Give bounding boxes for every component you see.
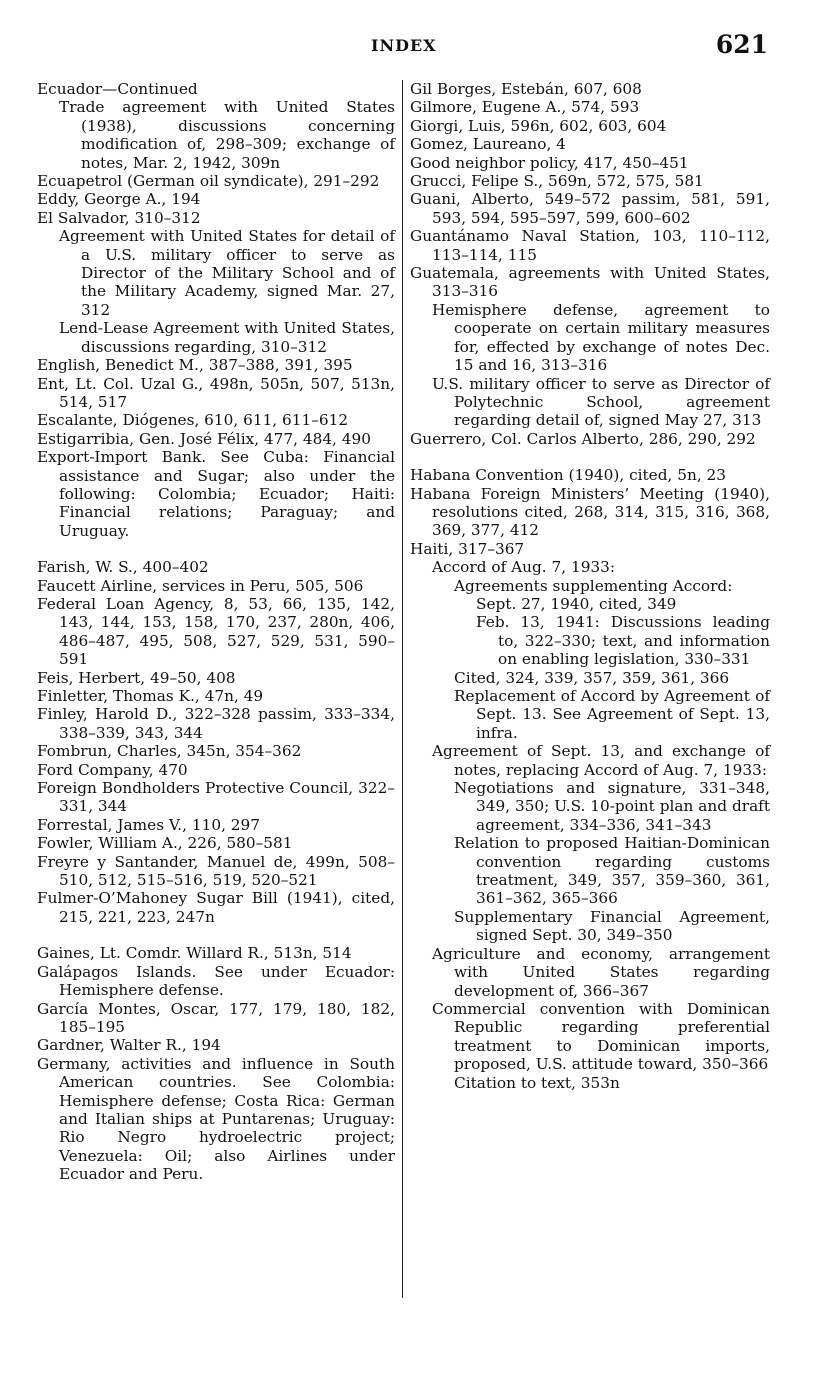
page-title: INDEX <box>371 36 437 55</box>
index-entry: Negotiations and signature, 331–348, 349, 350; U.S. 10-point plan and draft agreement, 334–336, 341–343 <box>454 779 770 834</box>
index-entry: Accord of Aug. 7, 1933: <box>432 558 616 577</box>
index-entry: Ecuapetrol (German oil syndicate), 291–292 <box>37 172 380 191</box>
index-entry: U.S. military officer to serve as Director of Polytechnic School, agreement regarding detail of, signed May 27, 313 <box>432 374 770 430</box>
index-entry: Lend-Lease Agreement with United States, discussions regarding, 310–312 <box>59 319 395 356</box>
index-entry: Hemisphere defense, agreement to cooperate on certain military measures for, effected by exchange of notes Dec. 15 and 16, 313–316 <box>432 300 770 375</box>
index-entry: Faucett Airline, services in Peru, 505, 506 <box>37 576 364 595</box>
index-entry: Gilmore, Eugene A., 574, 593 <box>410 98 640 117</box>
index-entry: Grucci, Felipe S., 569n, 572, 575, 581 <box>410 172 704 191</box>
index-entry: El Salvador, 310–312 <box>37 208 201 227</box>
index-entry: Guantánamo Naval Station, 103, 110–112, 113–114, 115 <box>410 227 770 264</box>
index-entry: Feb. 13, 1941: Discussions leading to, 322–330; text, and information on enabling legislation, 330–331 <box>476 613 770 669</box>
index-entry: Guerrero, Col. Carlos Alberto, 286, 290, 292 <box>410 429 756 448</box>
index-entry: Galápagos Islands. See under Ecuador: Hemisphere defense. <box>37 962 395 1000</box>
index-entry: Gil Borges, Estebán, 607, 608 <box>410 80 642 98</box>
index-entry: Fowler, William A., 226, 580–581 <box>37 834 293 853</box>
index-entry: Gomez, Laureano, 4 <box>410 135 566 154</box>
index-entry: Citation to text, 353n <box>454 1073 620 1092</box>
index-entry: Farish, W. S., 400–402 <box>37 558 209 577</box>
index-entry: Sept. 27, 1940, cited, 349 <box>476 594 677 613</box>
index-entry: Giorgi, Luis, 596n, 602, 603, 604 <box>410 116 667 135</box>
index-entry: Feis, Herbert, 49–50, 408 <box>37 668 236 687</box>
index-entry: Fombrun, Charles, 345n, 354–362 <box>37 742 302 761</box>
index-entry: Foreign Bondholders Protective Council, 322–331, 344 <box>37 779 395 816</box>
index-entry: Good neighbor policy, 417, 450–451 <box>410 153 689 172</box>
index-entry: Ecuador—Continued <box>37 80 198 98</box>
index-entry: Ent, Lt. Col. Uzal G., 498n, 505n, 507, 513n, 514, 517 <box>37 374 395 411</box>
index-entry: Cited, 324, 339, 357, 359, 361, 366 <box>454 668 730 687</box>
index-entry: Eddy, George A., 194 <box>37 190 201 209</box>
index-entry: Guani, Alberto, 549–572 passim, 581, 591, 593, 594, 595–597, 599, 600–602 <box>410 190 770 227</box>
index-entry: Habana Convention (1940), cited, 5n, 23 <box>410 466 727 485</box>
right-index-column <box>410 80 770 1092</box>
column-divider <box>402 80 403 1298</box>
index-entry: Replacement of Accord by Agreement of Sept. 13. See Agreement of Sept. 13, infra. <box>454 687 770 742</box>
index-entry: Escalante, Diógenes, 610, 611, 611–612 <box>37 411 349 430</box>
index-entry: Agreement with United States for detail of a U.S. military officer to serve as Director of the Military School and of the Military Academy, signed Mar. 27, 312 <box>59 227 395 319</box>
index-entry: Agreement of Sept. 13, and exchange of notes, replacing Accord of Aug. 7, 1933: <box>432 742 770 779</box>
index-entry: Gardner, Walter R., 194 <box>37 1036 221 1055</box>
index-entry: Estigarribia, Gen. José Félix, 477, 484, 490 <box>37 429 371 448</box>
index-entry: Germany, activities and influence in South American countries. See Colombia: Hemisphere defense; Costa Rica: German and Italian ships at Puntarenas; Uruguay: Rio Negro hydroelectric project; Venezuela: Oil; also Airlines under Ecuador and Peru. <box>37 1054 395 1184</box>
left-index-column <box>37 80 395 1184</box>
index-entry: Supplementary Financial Agreement, signed Sept. 30, 349–350 <box>454 907 770 945</box>
index-entry: Ford Company, 470 <box>37 760 188 779</box>
index-entry: Federal Loan Agency, 8, 53, 66, 135, 142, 143, 144, 153, 158, 170, 237, 280n, 406, 486–487, 495, 508, 527, 529, 531, 590–591 <box>37 594 395 669</box>
index-entry: Relation to proposed Haitian-Dominican convention regarding customs treatment, 349, 357, 359–360, 361, 361–362, 365–366 <box>454 834 770 908</box>
index-entry: Trade agreement with United States (1938), discussions concerning modification of, 298–309; exchange of notes, Mar. 2, 1942, 309n <box>59 98 395 172</box>
index-entry: García Montes, Oscar, 177, 179, 180, 182, 185–195 <box>37 999 395 1036</box>
index-entry: Habana Foreign Ministers’ Meeting (1940), resolutions cited, 268, 314, 315, 316, 368, 369, 377, 412 <box>410 484 770 540</box>
index-entry: Forrestal, James V., 110, 297 <box>37 815 260 834</box>
index-entry: English, Benedict M., 387–388, 391, 395 <box>37 356 353 375</box>
index-entry: Freyre y Santander, Manuel de, 499n, 508–510, 512, 515–516, 519, 520–521 <box>37 852 395 890</box>
index-entry: Export-Import Bank. See Cuba: Financial assistance and Sugar; also under the following: Colombia; Ecuador; Haiti: Financial relations; Paraguay; and Uruguay. <box>37 448 395 540</box>
index-entry: Guatemala, agreements with United States, 313–316 <box>410 264 770 301</box>
index-entry: Finletter, Thomas K., 47n, 49 <box>37 687 264 705</box>
index-entry: Fulmer-O’Mahoney Sugar Bill (1941), cited, 215, 221, 223, 247n <box>37 889 395 926</box>
index-entry: Haiti, 317–367 <box>410 539 525 558</box>
index-entry: Agreements supplementing Accord: <box>454 576 733 595</box>
page-number: 621 <box>715 30 768 59</box>
page-header <box>0 30 826 64</box>
index-entry: Agriculture and economy, arrangement with United States regarding development of, 366–367 <box>432 944 770 1000</box>
index-entry: Finley, Harold D., 322–328 passim, 333–334, 338–339, 343, 344 <box>37 705 395 742</box>
index-entry: Commercial convention with Dominican Republic regarding preferential treatment to Dominican imports, proposed, U.S. attitude toward, 350–366 <box>432 999 770 1074</box>
index-entry: Gaines, Lt. Comdr. Willard R., 513n, 514 <box>37 944 352 963</box>
